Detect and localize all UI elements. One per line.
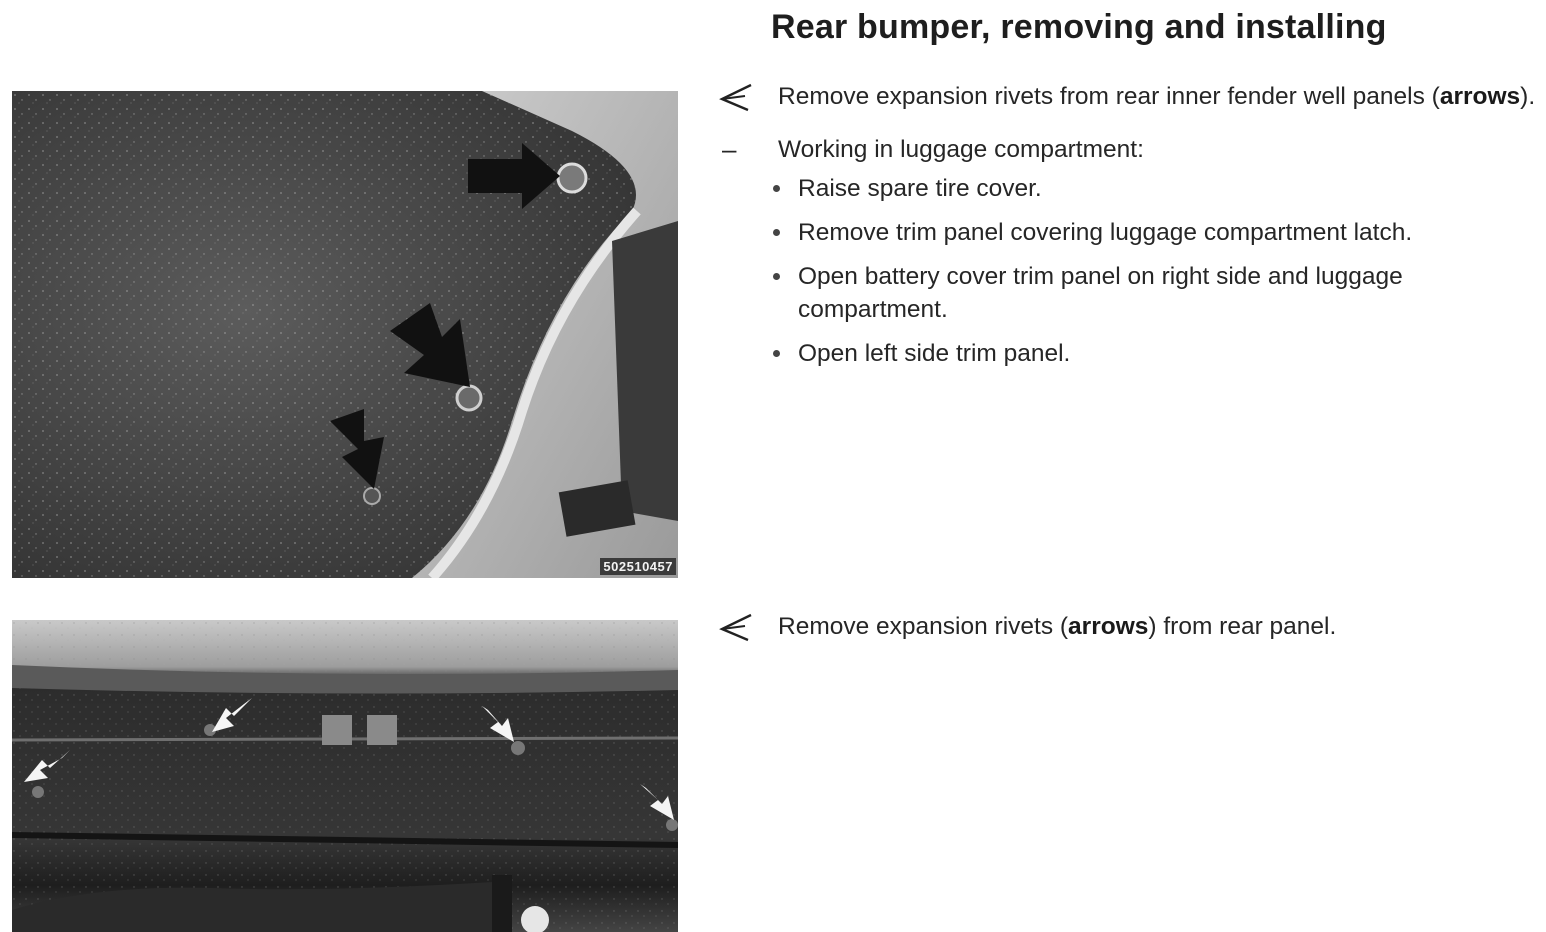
rear-panel-photo: [12, 620, 678, 932]
step-text-bold: arrows: [1439, 83, 1521, 110]
step-text-bold: arrows: [1068, 613, 1149, 640]
step-luggage-compartment: [718, 133, 1538, 166]
fender-well-photo: [12, 91, 678, 578]
step-text-after: ).: [1520, 83, 1536, 110]
list-item: Raise spare tire cover.: [798, 172, 1538, 205]
instructions-section-2: [718, 610, 1538, 643]
list-item: Open left side trim panel.: [798, 337, 1538, 370]
step-text-before: Remove expansion rivets from rear inner fender well panels (: [778, 83, 1440, 110]
substep-list: [718, 172, 1538, 370]
rear-panel-illustration: [12, 620, 678, 932]
fender-well-illustration: [12, 91, 678, 578]
page-title: Rear bumper, removing and installing: [771, 8, 1387, 46]
step-text-after: ) from rear panel.: [1148, 613, 1337, 640]
step-remove-rear-panel-rivets: [718, 610, 1538, 643]
pointer-arrow-icon: [718, 82, 754, 112]
dash-marker: –: [722, 134, 737, 164]
step-remove-fender-rivets: [718, 80, 1538, 113]
step-text-before: Remove expansion rivets (: [778, 613, 1069, 640]
figure-number: 502510457: [600, 558, 676, 575]
list-item: Open battery cover trim panel on right side and luggage compartment.: [798, 260, 1538, 326]
list-item: Remove trim panel covering luggage compartment latch.: [798, 216, 1538, 249]
pointer-arrow-icon: [718, 612, 754, 642]
step-text: Working in luggage compartment:: [778, 136, 1144, 163]
instructions-section-1: [718, 80, 1538, 381]
